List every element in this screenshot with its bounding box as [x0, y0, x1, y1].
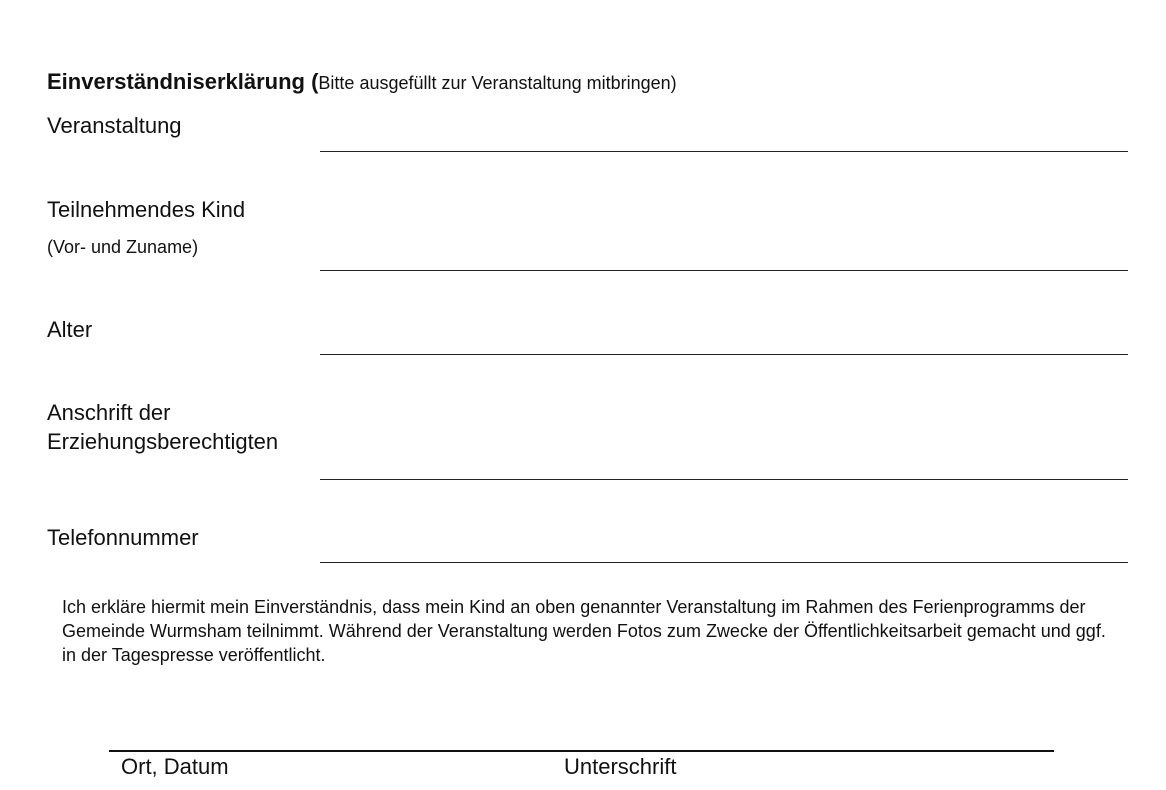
consent-declaration: Ich erkläre hiermit mein Einverständnis, dass mein Kind an oben genannter Veranstaltung im Rahmen des Ferienprogramms der Gemeinde Wurmsham teilnimmt. Während der Veranstaltung werden Fotos zum Zwecke der Öffentlichkeitsarbeit gemacht und ggf. in der Tagespresse veröffentlicht.	[62, 597, 1106, 665]
signature-label: Unterschrift	[564, 754, 677, 779]
age-input-line[interactable]	[320, 354, 1128, 355]
event-label: Veranstaltung	[47, 113, 182, 138]
child-name-label: Teilnehmendes Kind	[47, 197, 246, 222]
address-label-line1: Anschrift der	[47, 400, 171, 425]
signature-line[interactable]	[109, 750, 1054, 752]
phone-label: Telefonnummer	[47, 525, 199, 550]
form-title-text: Einverständniserklärung (	[47, 69, 319, 94]
place-date-label: Ort, Datum	[121, 754, 229, 779]
address-input-line[interactable]	[320, 479, 1128, 480]
phone-input-line[interactable]	[320, 562, 1128, 563]
age-label: Alter	[47, 317, 93, 342]
form-subtitle: Bitte ausgefüllt zur Veranstaltung mitbringen)	[318, 73, 677, 93]
child-name-sublabel: (Vor- und Zuname)	[47, 237, 199, 257]
form-title	[47, 69, 677, 95]
child-name-input-line[interactable]	[320, 270, 1128, 271]
address-label-line2: Erziehungsberechtigten	[47, 429, 279, 454]
event-input-line[interactable]	[320, 151, 1128, 152]
